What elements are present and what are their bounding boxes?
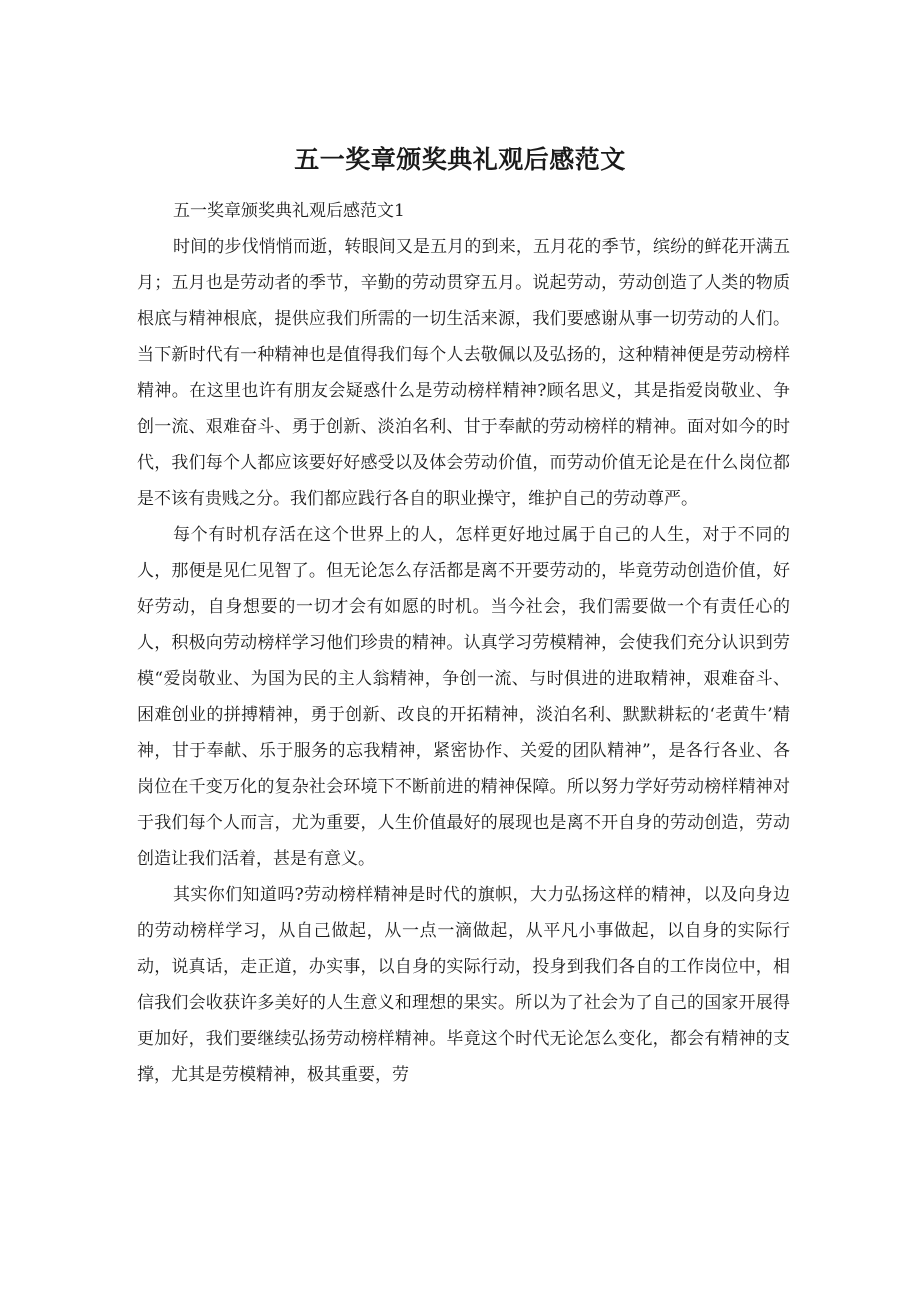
section-heading: 五一奖章颁奖典礼观后感范文1: [173, 201, 405, 221]
document-title: 五一奖章颁奖典礼观后感范文: [294, 145, 626, 174]
paragraph-3: 其实你们知道吗?劳动榜样精神是时代的旗帜，大力弘扬这样的精神，以及向身边的劳动榜样学习，从自己做起，从一点一滴做起，从平凡小事做起，以自身的实际行动，说真话，走正道，办实事，以自身的实际行动，投身到我们各自的工作岗位中，相信我们会收获许多美好的人生意义和理想的果实。所以为了社会为了自己的国家开展得更加好，我们要继续弘扬劳动榜样精神。毕竟这个时代无论怎么变化，都会有精神的支撑，尤其是劳模精神，极其重要，劳: [137, 885, 790, 1085]
paragraph-2: 每个有时机存活在这个世界上的人，怎样更好地过属于自己的人生，对于不同的人，那便是见仁见智了。但无论怎么存活都是离不开要劳动的，毕竟劳动创造价值，好好劳动，自身想要的一切才会有如愿的时机。当今社会，我们需要做一个有责任心的人，积极向劳动榜样学习他们珍贵的精神。认真学习劳模精神，会使我们充分认识到劳模“爱岗敬业、为国为民的主人翁精神，争创一流、与时俱进的进取精神，艰难奋斗、困难创业的拼搏精神，勇于创新、改良的开拓精神，淡泊名利、默默耕耘的‘老黄牛’精神，甘于奉献、乐于服务的忘我精神，紧密协作、关爱的团队精神”，是各行各业、各岗位在千变万化的复杂社会环境下不断前进的精神保障。所以努力学好劳动榜样精神对于我们每个人而言，尤为重要，人生价值最好的展现也是离不开自身的劳动创造，劳动创造让我们活着，甚是有意义。: [137, 525, 790, 869]
paragraph-1: 时间的步伐悄悄而逝，转眼间又是五月的到来，五月花的季节，缤纷的鲜花开满五月；五月也是劳动者的季节，辛勤的劳动贯穿五月。说起劳动，劳动创造了人类的物质根底与精神根底，提供应我们所需的一切生活来源，我们要感谢从事一切劳动的人们。当下新时代有一种精神也是值得我们每个人去敬佩以及弘扬的，这种精神便是劳动榜样精神。在这里也许有朋友会疑惑什么是劳动榜样精神?顾名思义，其是指爱岗敬业、争创一流、艰难奋斗、勇于创新、淡泊名利、甘于奉献的劳动榜样的精神。面对如今的时代，我们每个人都应该要好好感受以及体会劳动价值，而劳动价值无论是在什么岗位都是不该有贵贱之分。我们都应践行各自的职业操守，维护自己的劳动尊严。: [137, 237, 790, 509]
document-body: [137, 193, 790, 1093]
